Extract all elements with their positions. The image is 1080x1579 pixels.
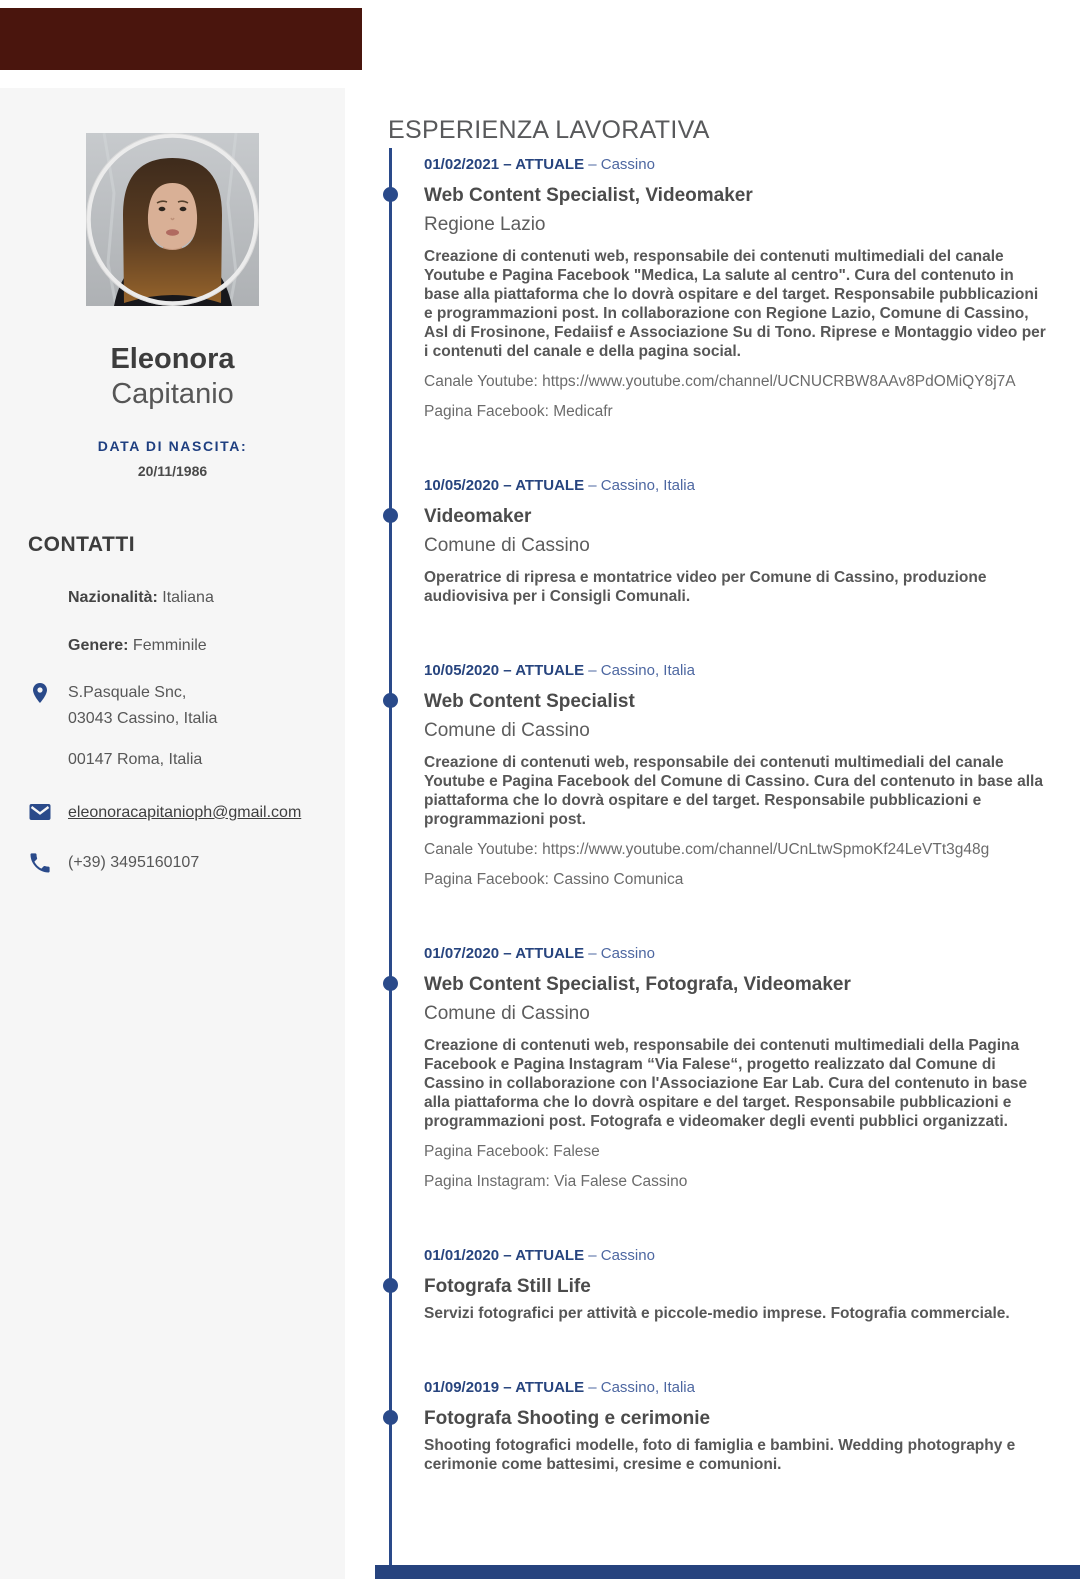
- entry-company: Comune di Cassino: [424, 720, 590, 741]
- entry-location: – Cassino, Italia: [584, 477, 695, 494]
- address-row-2: [68, 747, 321, 773]
- entry-date: 01/07/2020 – ATTUALE: [424, 945, 585, 962]
- envelope-icon: [28, 800, 52, 824]
- entry-description: Shooting fotografici modelle, foto di famiglia e bambini. Wedding photography e cerimonie come battesimi, cresime e comunioni.: [424, 1437, 1016, 1473]
- phone-number: (+39) 3495160107: [68, 853, 200, 871]
- profile-photo: [86, 133, 259, 306]
- entry-title: Web Content Specialist, Fotografa, Videomaker: [424, 974, 851, 995]
- entry-title: Videomaker: [424, 506, 532, 527]
- address-line-2: 03043 Cassino, Italia: [68, 710, 218, 728]
- entry-link: Pagina Instagram: Via Falese Cassino: [424, 1173, 688, 1190]
- entry-link: Pagina Facebook: Falese: [424, 1143, 600, 1160]
- gender-label: Genere:: [68, 636, 129, 654]
- email-row: [68, 799, 318, 826]
- phone-row: [68, 850, 321, 876]
- entry-company: Comune di Cassino: [424, 1003, 590, 1024]
- entry-description: Creazione di contenuti web, responsabile dei contenuti multimediali della Pagina Facebook e Pagina Instagram “Via Falese“, progetto realizzato dal Comune di Cassino in collaborazione con l'Associazione Ear Lab. Cura del contenuto in base alla piattaforma che lo dovrà ospitare e del target. Responsabile pubblicazioni e programmazioni post. Fotografa e videomaker degli eventi pubblici organizzati.: [424, 1037, 1028, 1130]
- timeline-dot: [383, 1278, 398, 1293]
- first-name: Eleonora: [110, 343, 235, 375]
- last-name: Capitanio: [111, 377, 234, 410]
- address-line-1: S.Pasquale Snc,: [68, 684, 187, 702]
- entry-title: Web Content Specialist: [424, 691, 635, 712]
- entry-title: Fotografa Shooting e cerimonie: [424, 1408, 711, 1429]
- entry-date: 10/05/2020 – ATTUALE: [424, 477, 585, 494]
- timeline-dot: [383, 508, 398, 523]
- dob-label: DATA DI NASCITA:: [97, 438, 248, 455]
- phone-icon: [28, 851, 52, 875]
- experience-entry: [345, 1247, 1049, 1323]
- entry-date-line: [424, 1379, 1049, 1397]
- top-page-artifact-bar: [0, 8, 362, 70]
- nationality-value: Italiana: [157, 589, 214, 607]
- entry-location: – Cassino, Italia: [584, 1379, 695, 1396]
- entry-title: Web Content Specialist, Videomaker: [424, 185, 753, 206]
- entry-link: Pagina Facebook: Medicafr: [424, 403, 613, 420]
- dob-value: 20/11/1986: [137, 463, 208, 480]
- gender-value: Femminile: [128, 636, 207, 654]
- section-heading: ESPERIENZA LAVORATIVA: [388, 116, 710, 144]
- entry-description: Servizi fotografici per attività e piccole-medio imprese. Fotografia commerciale.: [424, 1305, 1010, 1322]
- timeline-dot: [383, 976, 398, 991]
- entry-location: – Cassino: [584, 1247, 655, 1264]
- entry-link: Canale Youtube: https://www.youtube.com/channel/UCNUCRBW8AAv8PdOMiQY8j7A: [424, 373, 1016, 390]
- experience-entry: [345, 945, 1049, 1191]
- experience-entries: [345, 156, 1080, 1474]
- timeline-dot: [383, 693, 398, 708]
- bottom-page-artifact-bar: [375, 1565, 1080, 1579]
- entry-date-line: [424, 1247, 1049, 1265]
- entry-title: Fotografa Still Life: [424, 1276, 591, 1297]
- address-row: [68, 680, 321, 732]
- entry-location: – Cassino, Italia: [584, 662, 695, 679]
- contacts-heading: CONTATTI: [28, 533, 136, 557]
- timeline-dot: [383, 187, 398, 202]
- entry-company: Comune di Cassino: [424, 535, 590, 556]
- entry-description: Creazione di contenuti web, responsabile dei contenuti multimediali del canale Youtube e Pagina Facebook del Comune di Cassino. Cura del contenuto in base alla piattaforma che lo dovrà ospitare e del target. Responsabile pubblicazioni e programmazioni post.: [424, 754, 1043, 828]
- entry-date: 01/01/2020 – ATTUALE: [424, 1247, 585, 1264]
- experience-entry: [345, 662, 1049, 889]
- entry-description: Operatrice di ripresa e montatrice video per Comune di Cassino, produzione audiovisiva per i Consigli Comunali.: [424, 569, 987, 605]
- address-line-3: 00147 Roma, Italia: [68, 751, 203, 769]
- entry-date: 01/02/2021 – ATTUALE: [424, 156, 585, 173]
- entry-date: 10/05/2020 – ATTUALE: [424, 662, 585, 679]
- nationality-label: Nazionalità:: [68, 589, 158, 607]
- location-pin-icon: [28, 681, 52, 705]
- gender-row: [68, 633, 321, 659]
- portrait-illustration: [86, 133, 259, 306]
- entry-description: Creazione di contenuti web, responsabile dei contenuti multimediali del canale Youtube e Pagina Facebook "Medica, La salute al centro". Cura del contenuto in base alla piattaforma che lo dovrà ospitare e del target. Responsabile pubblicazioni e programmazioni post. In collaborazione con Regione Lazio, Comune di Cassino, Asl di Frosinone, Fedaiisf e Associazione Su di Tono. Riprese e Montaggio video per i contenuti del canale e della pagina social.: [424, 248, 1046, 360]
- entry-date-line: [424, 477, 1049, 495]
- experience-entry: [345, 477, 1049, 606]
- experience-section: [345, 88, 1080, 1474]
- experience-entry: [345, 1379, 1049, 1474]
- entry-date-line: [424, 662, 1049, 680]
- entry-link: Pagina Facebook: Cassino Comunica: [424, 871, 684, 888]
- entry-date-line: [424, 945, 1049, 963]
- experience-entry: [345, 156, 1049, 421]
- entry-company: Regione Lazio: [424, 214, 546, 235]
- entry-date-line: [424, 156, 1049, 174]
- sidebar: [0, 88, 345, 1579]
- entry-link: Canale Youtube: https://www.youtube.com/channel/UCnLtwSpmoKf24LeVTt3g48g: [424, 841, 990, 858]
- entry-location: – Cassino: [584, 945, 655, 962]
- entry-location: – Cassino: [584, 156, 655, 173]
- entry-date: 01/09/2019 – ATTUALE: [424, 1379, 585, 1396]
- nationality-row: [68, 585, 321, 611]
- timeline-dot: [383, 1410, 398, 1425]
- email-link[interactable]: eleonoracapitanioph@gmail.com: [68, 803, 302, 821]
